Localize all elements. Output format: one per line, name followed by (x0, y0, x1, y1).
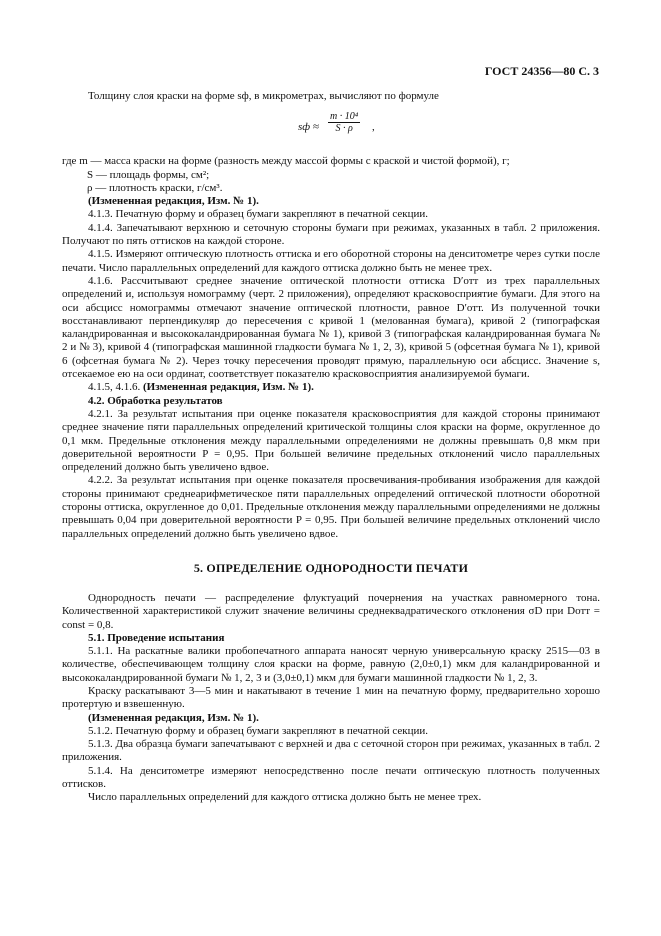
para-4-1-6: 4.1.6. Рассчитывают среднее значение оптической плотности оттиска D′отт из трех параллельных определений и, используя номограмму (черт. 2 приложения), определяют красковосприятие бумаги. Для этого на оси абсцисс номограммы отмечают значение оптической плотности, равное D′отт. Из полученной точки восстанавливают перпендикуляр до пересечения с кривой 1 (мелованная бумага), кривой 2 (типографская каландрированная и высококаландрированная бумага № 1), кривой 3 (типографская каландрированная бумага № 2 и № 3), кривой 4 (типографская машинной гладкости бумага № 1, 2, 3), кривой 5 (офсетная бумага № 1), кривой 6 (офсетная бумага № 2). Через точку пересечения проводят прямую, параллельную оси абсцисс. Значение s, отсекаемое ею на оси ординат, соответствует показателю красковосприятия анализируемой бумаги. (62, 274, 600, 381)
where-m: где m — масса краски на форме (разность между массой формы с краской и чистой формой), г; (62, 155, 510, 168)
section-5-heading: 5. ОПРЕДЕЛЕНИЕ ОДНОРОДНОСТИ ПЕЧАТИ (193, 560, 469, 575)
section-4-2-heading: 4.2. Обработка результатов (88, 394, 223, 407)
formula-tail: , (372, 121, 375, 134)
formula-lhs: sф ≈ (298, 121, 319, 134)
edition-note-2 (62, 381, 600, 394)
para-5-intro: Однородность печати — распределение флуктуаций почернения на участках равномерного тона. Количественной характеристикой служит значение величины среднеквадратического отклонения σD при Dотт = const = 0,8. (62, 591, 600, 631)
intro-paragraph: Толщину слоя краски на форме sф, в микрометрах, вычисляют по формуле (88, 90, 439, 102)
para-4-1-5: 4.1.5. Измеряют оптическую плотность оттиска и его оборотной стороны на денситометре через сутки после печати. Число параллельных определений для каждого оттиска должно быть не менее трех. (62, 248, 600, 274)
where-rho: ρ — плотность краски, г/см³. (87, 181, 223, 194)
where-S: S — площадь формы, см²; (87, 168, 210, 181)
para-5-1-3: 5.1.3. Два образца бумаги запечатывают с верхней и два с сеточной сторон при режимах, указанных в табл. 2 приложения. (62, 738, 600, 764)
para-5-1-2: 5.1.2. Печатную форму и образец бумаги закрепляют в печатной секции. (88, 724, 429, 737)
para-4-2-1: 4.2.1. За результат испытания при оценке показателя красковосприятия для каждой стороны принимают среднее значение пяти параллельных определений критической толщины слоя краски на форме, округленное до 0,1 мкм. Предельные отклонения между параллельными определениями не должны превышать 0,8 мкм при доверительной вероятности P = 0,95. При большей величине предельных отклонений число параллельных определений должно быть увеличено вдвое. (62, 407, 600, 474)
formula (62, 103, 600, 149)
formula-fraction (328, 111, 360, 134)
edition-note-1: (Измененная редакция, Изм. № 1). (88, 195, 259, 208)
document-body (62, 90, 600, 805)
section-5-1-heading: 5.1. Проведение испытания (88, 631, 225, 644)
para-5-1-4: 5.1.4. На денситометре измеряют непосредственно после печати оптическую плотность полученных оттисков. (62, 764, 600, 791)
edition-note-2-prefix: 4.1.5, 4.1.6. (88, 381, 143, 394)
page-header: ГОСТ 24356—80 С. 3 (484, 64, 599, 78)
formula-denominator: S · ρ (335, 123, 353, 135)
para-4-1-3: 4.1.3. Печатную форму и образец бумаги закрепляют в печатной секции. (88, 208, 429, 221)
para-5-1-1-b: Краску раскатывают 3—5 мин и накатывают в течение 1 мин на печатную форму, предварительно хорошо протертую и взвешенную. (62, 684, 600, 711)
edition-note-3: (Измененная редакция, Изм. № 1). (88, 711, 259, 724)
para-5-1-1: 5.1.1. На раскатные валики пробопечатного аппарата наносят черную универсальную краску 2515—03 в количестве, обеспечивающем толщину слоя краски на форме, равную (2,0±0,1) мкм для каландрированной и высококаландрированной бумаги № 1, 2, 3 и (3,0±0,1) мкм для бумаги машинной гладкости № 1, 2, 3. (62, 645, 600, 684)
formula-numerator: m · 10⁴ (330, 111, 359, 123)
para-4-1-4: 4.1.4. Запечатывают верхнюю и сеточную стороны бумаги при режимах, указанных в табл. 2 приложения. Получают по пять оттисков на каждой стороне. (62, 221, 600, 248)
para-4-2-2: 4.2.2. За результат испытания при оценке показателя просвечивания-пробивания изображения для каждой стороны принимают среднеарифметическое пяти параллельных определений оптической плотности оборотной стороны оттиска, округленное до 0,01. Предельные отклонения между параллельными определениями не должны превышать 0,04 при доверительной вероятности P = 0,95. При большей величине предельных отклонений число параллельных определений должно быть увеличено вдвое. (62, 474, 600, 540)
edition-note-2-bold: (Измененная редакция, Изм. № 1). (143, 381, 314, 394)
para-5-1-4-b: Число параллельных определений для каждого оттиска должно быть не менее трех. (88, 791, 482, 804)
